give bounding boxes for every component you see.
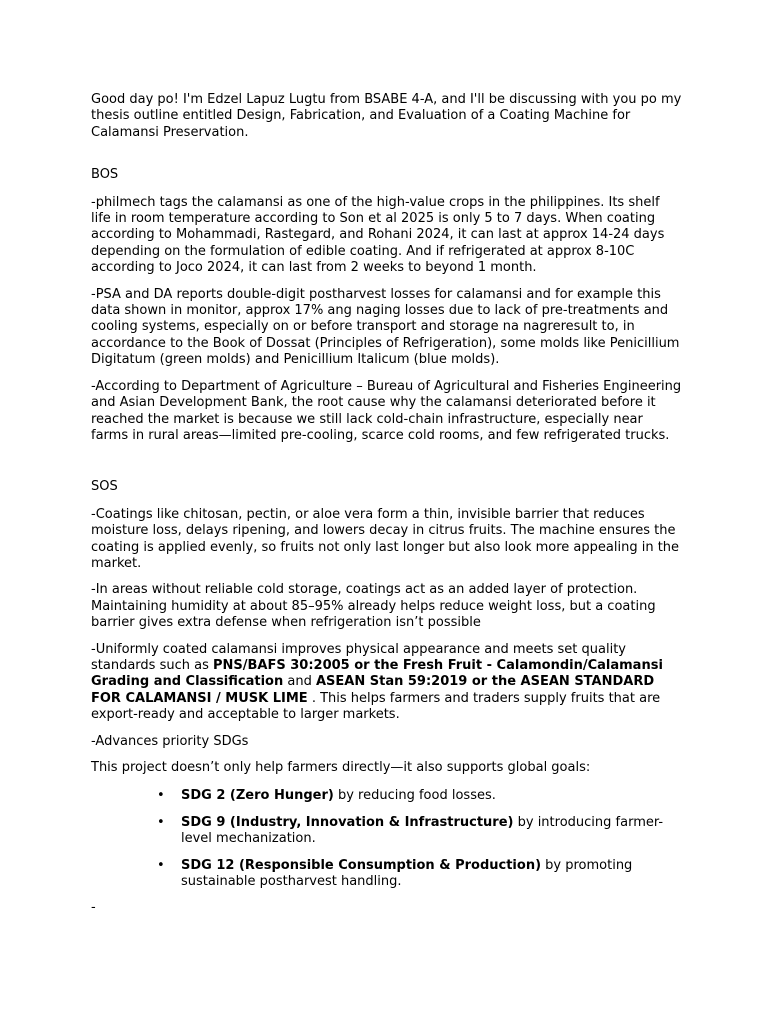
intro-paragraph: Good day po! I'm Edzel Lapuz Lugtu from BSABE 4-A, and I'll be discussing with you po my thesis outline entitled Design, Fabrication, and Evaluation of a Coating Machine for Calamansi Preservation.	[91, 92, 682, 140]
standards-text-3: . This helps farmers and traders supply fruits that are export-ready and acceptable to larger markets.	[91, 690, 661, 723]
sos-paragraph-sdgs: -Advances priority SDGs	[91, 733, 249, 749]
sos-paragraph-standards	[91, 642, 683, 724]
sdg-list	[91, 788, 683, 890]
standards-text-1: -Uniformly coated calamansi improves physical appearance and meets set quality standards such as	[91, 641, 626, 673]
document-page	[91, 92, 683, 917]
sdg-12-label: SDG 12 (Responsible Consumption & Production)	[181, 857, 542, 873]
trailing-dash: -	[91, 900, 96, 916]
bos-paragraph-3: -According to Department of Agriculture – Bureau of Agricultural and Fisheries Engineering and Asian Development Bank, the root cause why the calamansi deteriorated before it reached the market is because we still lack cold-chain infrastructure, especially near farms in rural areas—limited pre-cooling, scarce cold rooms, and few refrigerated trucks.	[91, 378, 682, 443]
sdg-list-item-12	[157, 857, 683, 891]
bos-paragraph-1: -philmech tags the calamansi as one of the high-value crops in the philippines. Its shelf life in room temperature according to Son et al 2025 is only 5 to 7 days. When coating according to Mohammadi, Rastegard, and Rohani 2024, it can last at approx 14-24 days depending on the formulation of edible coating. And if refrigerated at approx 8-10C according to Joco 2024, it can last from 2 weeks to beyond 1 month.	[91, 194, 665, 276]
bullet-icon: •	[157, 857, 165, 873]
standards-asean-stan: ASEAN Stan 59:2019 or the ASEAN STANDARD FOR CALAMANSI / MUSK LIME	[91, 674, 655, 706]
sdg-list-item-2	[157, 788, 683, 804]
bos-heading: BOS	[91, 167, 119, 183]
sos-heading: SOS	[91, 479, 118, 495]
sdg-9-label: SDG 9 (Industry, Innovation & Infrastructure)	[181, 814, 514, 830]
bullet-icon: •	[157, 814, 165, 830]
bos-paragraph-2: -PSA and DA reports double-digit postharvest losses for calamansi and for example this data shown in monitor, approx 17% ang naging losses due to lack of pre-treatments and cooling systems, especially on or before transport and storage na nagreresult to, in accordance to the Book of Dossat (Principles of Refrigeration), some molds like Penicillium Digitatum (green molds) and Penicillium Italicum (blue molds).	[91, 286, 680, 368]
sos-paragraph-cold-storage: -In areas without reliable cold storage, coatings act as an added layer of protection. Maintaining humidity at about 85–95% already helps reduce weight loss, but a coating barrier gives extra defense when refrigeration isn’t possible	[91, 582, 656, 631]
sdg-9-text: by introducing farmer-level mechanization.	[181, 814, 664, 847]
sdg-12-text: by promoting sustainable postharvest handling.	[181, 857, 633, 890]
sos-paragraph-coatings: -Coatings like chitosan, pectin, or aloe vera form a thin, invisible barrier that reduces moisture loss, delays ripening, and lowers decay in citrus fruits. The machine ensures the coating is applied evenly, so fruits not only last longer but also look more appealing in the market.	[91, 506, 680, 571]
standards-text-2: and	[283, 674, 316, 690]
sos-paragraph-global-goals: This project doesn’t only help farmers directly—it also supports global goals:	[91, 760, 591, 775]
sdg-2-text: by reducing food losses.	[333, 788, 496, 804]
sdg-2-label: SDG 2 (Zero Hunger)	[181, 788, 334, 804]
bullet-icon: •	[157, 788, 165, 804]
standards-pns-bafs: PNS/BAFS 30:2005 or the Fresh Fruit - Calamondin/Calamansi Grading and Classification	[91, 657, 663, 690]
sdg-list-item-9	[157, 814, 683, 848]
